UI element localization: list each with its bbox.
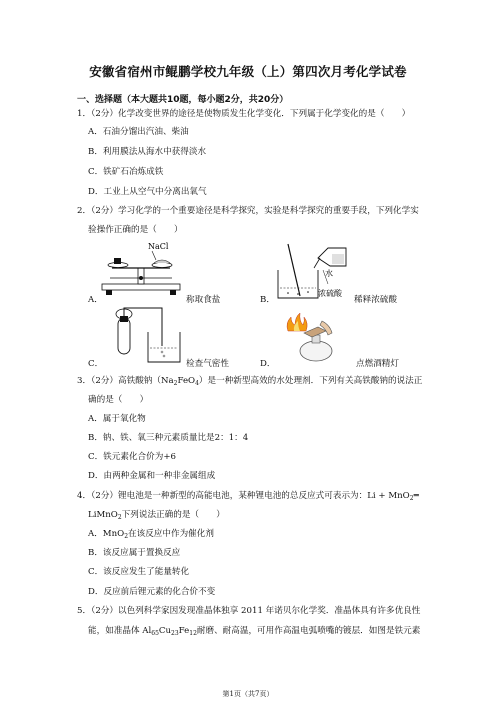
q1-option-a: A．石油分馏出汽油、柴油 — [88, 127, 189, 137]
q2-option-a-caption: 称取食盐 — [186, 295, 221, 305]
q2-option-b-letter: B． — [260, 295, 275, 305]
question-5-stem-line1: 5．（2分）以色列科学家因发现准晶体独享 2011 年诺贝尔化学奖．准晶体具有许多优良性 — [77, 606, 421, 616]
q3-option-a: A．属于氧化物 — [88, 414, 146, 424]
question-3-stem-line1: 3．（2分）高铁酸钠$(Na_2FeO_4)$是一种新型高效的水处理剂．下列有关高铁酸钠的说法正 — [77, 376, 423, 387]
q2-option-c-letter: C． — [88, 359, 104, 369]
question-5-stem-line2: 能，如准晶体 $Al_{65}Cu_{23}Fe_{12}$耐磨、耐高温，可用作高温电弧喷嘴的镀层．如图是铁元素 — [88, 626, 421, 637]
alcohol-lamp-figure — [282, 309, 342, 365]
q1-option-d: D．工业上从空气中分离出氧气 — [88, 187, 207, 197]
q1-option-b: B．利用膜法从海水中获得淡水 — [88, 147, 207, 157]
q2-option-c-caption: 检查气密性 — [186, 359, 229, 369]
page-title: 安徽省宿州市鲲鹏学校九年级（上）第四次月考化学试卷 — [89, 64, 407, 79]
water-label: 水 — [325, 269, 333, 278]
q2-option-a-letter: A． — [88, 295, 103, 305]
q4-option-c: C．该反应发生了能量转化 — [88, 567, 190, 577]
dilution-figure — [268, 240, 350, 302]
section-heading: 一、选择题（本大题共10题，每小题2分，共20分） — [77, 95, 289, 105]
q2-option-d-letter: D． — [260, 359, 276, 369]
question-2-stem-line1: 2．（2分）学习化学的一个重要途径是科学探究，实验是科学探究的重要手段，下列化学实 — [77, 206, 419, 216]
question-4-stem-line1: 4．（2分）锂电池是一种新型的高能电池，某种锂电池的总反应式可表示为：Li + MnO$_2$═ — [77, 491, 419, 502]
q3-option-c: C．铁元素化合价为+6 — [88, 452, 176, 462]
page-footer: 第1页（共7页） — [222, 690, 274, 698]
nacl-label: NaCl — [148, 242, 169, 251]
acid-label: 浓硫酸 — [318, 289, 342, 298]
question-2-stem-line2: 验操作正确的是（ ） — [88, 225, 183, 235]
question-1-stem: 1．（2分）化学改变世界的途径是使物质发生化学变化．下列属于化学变化的是（ ） — [77, 109, 411, 119]
q3-option-d: D．由两种金属和一种非金属组成 — [88, 471, 216, 481]
q2-option-d-caption: 点燃酒精灯 — [356, 359, 399, 369]
question-3-stem-line2: 确的是（ ） — [88, 395, 149, 405]
question-4-stem-line2: LiMnO$_2$下列说法正确的是（ ） — [88, 510, 225, 521]
q1-option-c: C．铁矿石冶炼成铁 — [88, 167, 164, 177]
q4-option-b: B．该反应属于置换反应 — [88, 548, 181, 558]
airtightness-figure — [104, 306, 186, 364]
q4-option-d: D．反应前后锂元素的化合价不变 — [88, 587, 216, 597]
balance-figure — [100, 238, 184, 300]
q4-option-a: A．MnO$_2$在该反应中作为催化剂 — [88, 529, 214, 540]
q2-option-b-caption: 稀释浓硫酸 — [354, 295, 397, 305]
q3-option-b: B．钠、铁、氧三种元素质量比是2：1：4 — [88, 433, 249, 443]
